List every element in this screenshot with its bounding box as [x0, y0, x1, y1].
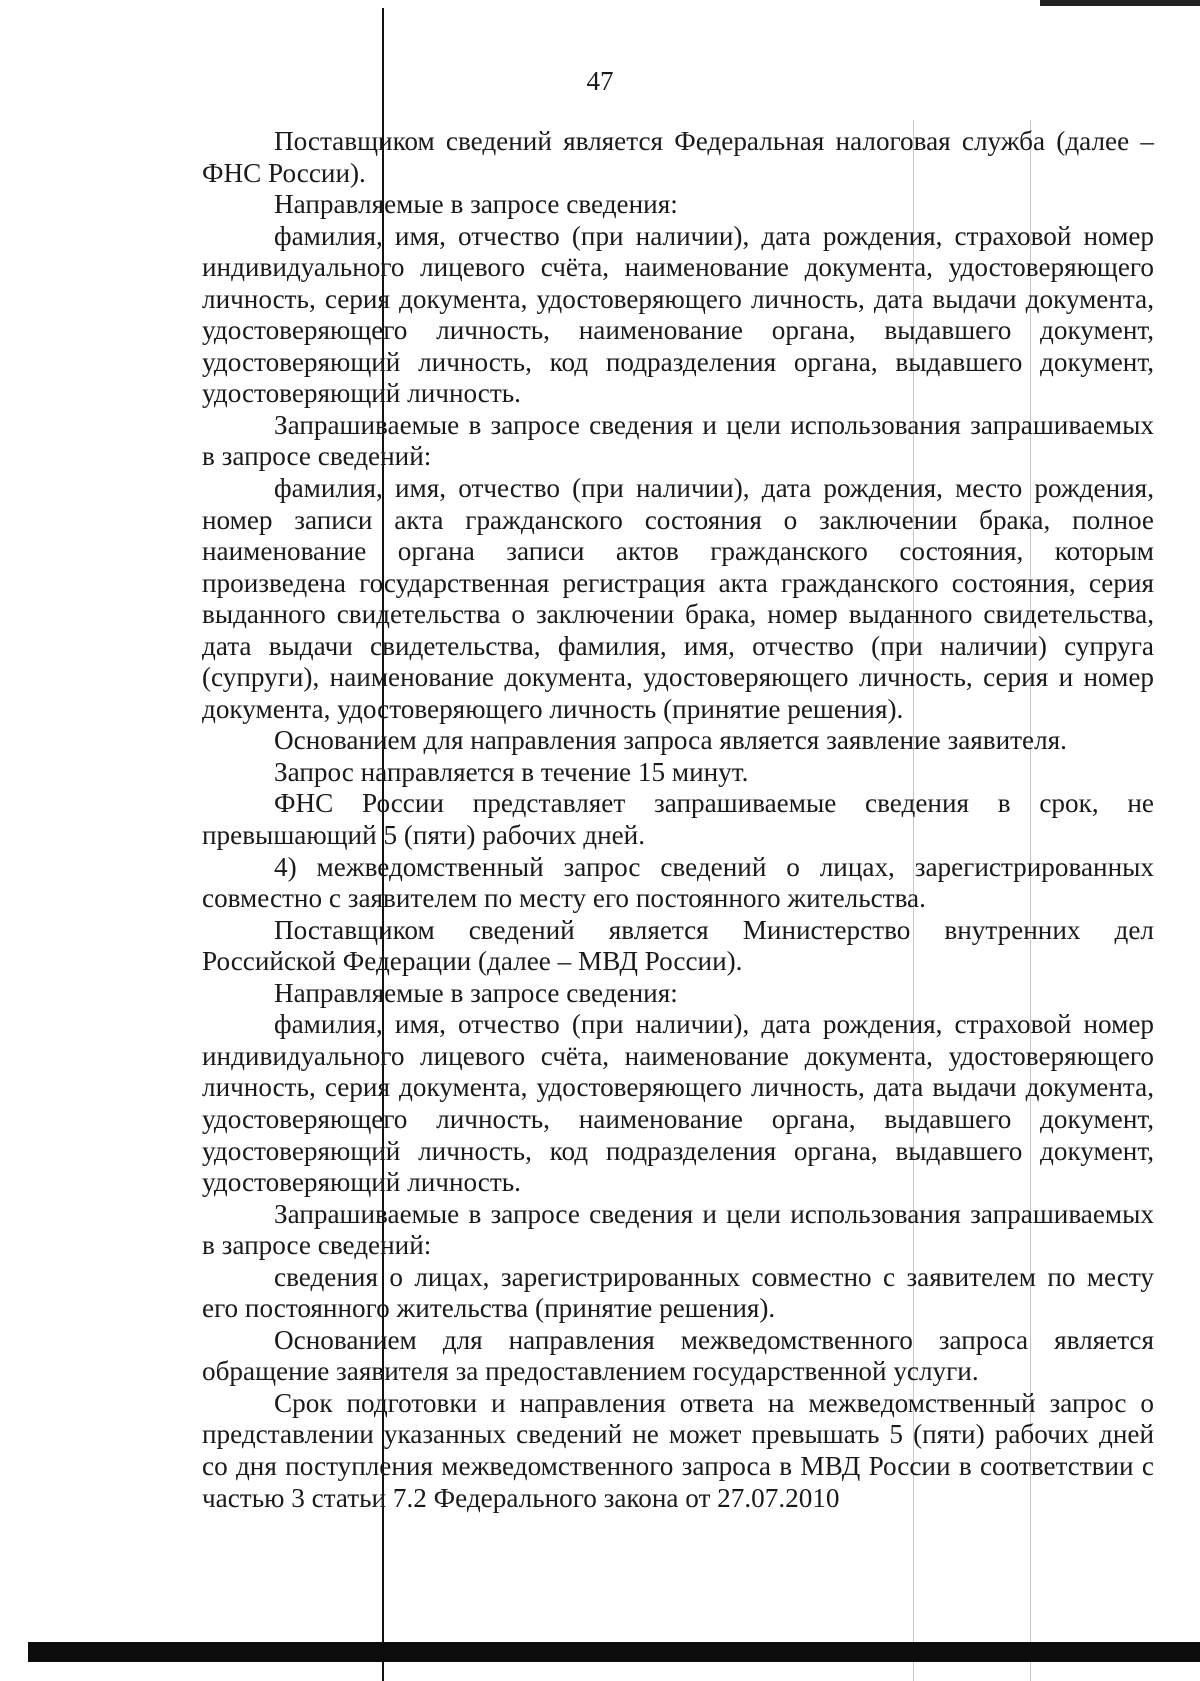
paragraph: Направляемые в запросе сведения:	[274, 189, 678, 220]
page-number: 47	[586, 66, 614, 96]
paragraph: фамилия, имя, отчество (при наличии), дата рождения, страховой номер индивидуального лицевого счёта, наименование документа, удостоверяющего личность, серия документа, удостоверяющего личность, дата выдачи документа, удостоверяющего личность, наименование органа, выдавшего документ, удостоверяющий личность, код подразделения органа, выдавшего документ, удостоверяющий личность.	[202, 1009, 1154, 1198]
paragraph: 4) межведомственный запрос сведений о лицах, зарегистрированных совместно с заявителем по месту его постоянного жительства.	[202, 851, 1154, 914]
paragraph: ФНС России представляет запрашиваемые сведения в срок, не превышающий 5 (пяти) рабочих дней.	[202, 788, 1154, 851]
paragraph: Основанием для направления запроса является заявление заявителя.	[274, 725, 1067, 756]
paragraph: Поставщиком сведений является Министерство внутренних дел Российской Федерации (далее – МВД России).	[202, 914, 1154, 977]
paragraph: сведения о лицах, зарегистрированных совместно с заявителем по месту его постоянного жительства (принятие решения).	[202, 1261, 1154, 1324]
scan-artifact-bottom-bar	[28, 1642, 1200, 1662]
paragraph: Основанием для направления межведомственного запроса является обращение заявителя за предоставлением государственной услуги.	[202, 1324, 1154, 1387]
paragraph: Направляемые в запросе сведения:	[274, 977, 678, 1008]
scan-artifact-top	[1040, 0, 1200, 6]
paragraph: Запрашиваемые в запросе сведения и цели использования запрашиваемых в запросе сведений:	[202, 1198, 1154, 1261]
paragraph: фамилия, имя, отчество (при наличии), дата рождения, страховой номер индивидуального лицевого счёта, наименование документа, удостоверяющего личность, серия документа, удостоверяющего личность, дата выдачи документа, удостоверяющего личность, наименование органа, выдавшего документ, удостоверяющий личность, код подразделения органа, выдавшего документ, удостоверяющий личность.	[202, 220, 1154, 409]
paragraph: Срок подготовки и направления ответа на межведомственный запрос о представлении указанных сведений не может превышать 5 (пяти) рабочих дней со дня поступления межведомственного запроса в МВД России в соответствии с частью 3 статьи 7.2 Федерального закона от 27.07.2010	[202, 1387, 1154, 1513]
paragraph: Запрос направляется в течение 15 минут.	[274, 756, 749, 787]
paragraph: Запрашиваемые в запросе сведения и цели использования запрашиваемых в запросе сведений:	[202, 409, 1154, 472]
document-body	[202, 126, 1154, 1514]
paragraph: фамилия, имя, отчество (при наличии), дата рождения, место рождения, номер записи акта гражданского состояния о заключении брака, полное наименование органа записи актов гражданского состояния, которым произведена государственная регистрация акта гражданского состояния, серия выданного свидетельства о заключении брака, номер выданного свидетельства, дата выдачи свидетельства, фамилия, имя, отчество (при наличии) супруга (супруги), наименование документа, удостоверяющего личность, серия и номер документа, удостоверяющего личность (принятие решения).	[202, 473, 1154, 724]
paragraph: Поставщиком сведений является Федеральная налоговая служба (далее – ФНС России).	[202, 126, 1154, 188]
